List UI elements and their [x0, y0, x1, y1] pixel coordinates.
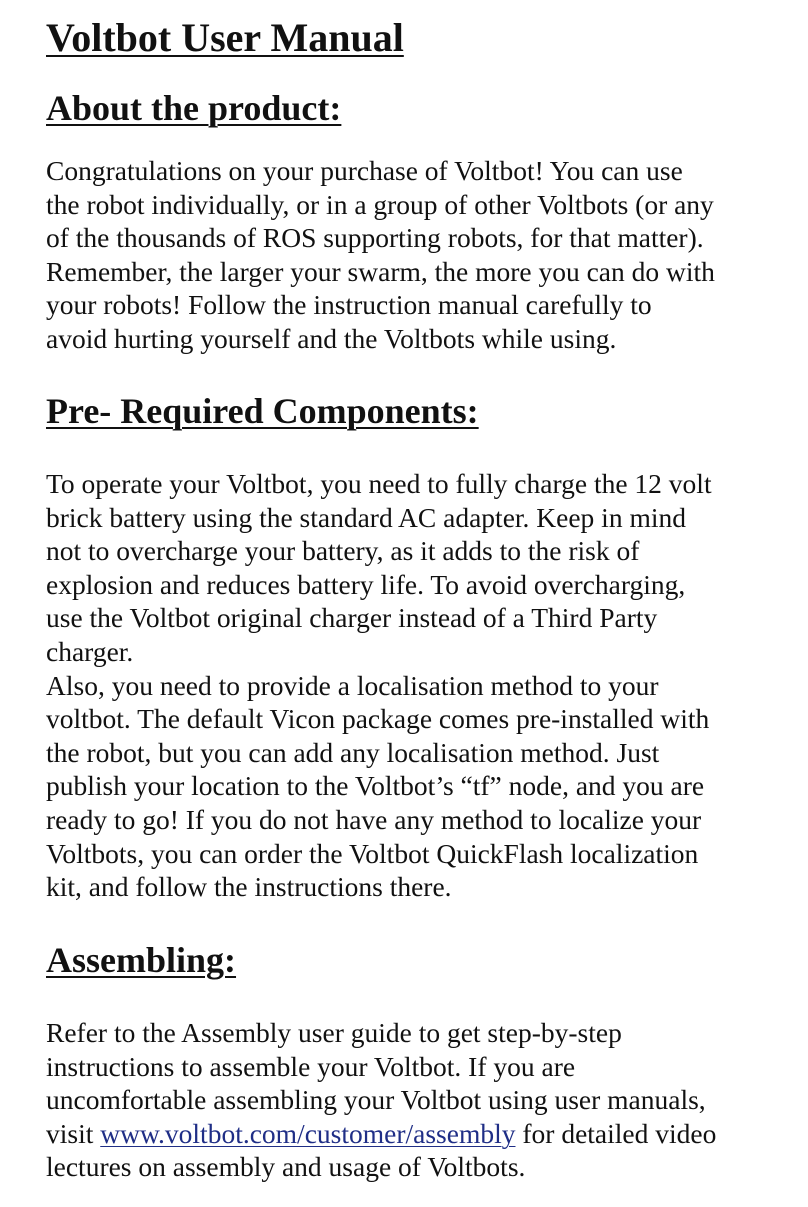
- text-line: of the thousands of ROS supporting robots, for that matter).: [46, 222, 704, 254]
- text-line: Congratulations on your purchase of Voltbot! You can use: [46, 155, 683, 186]
- text-line: your robots! Follow the instruction manual carefully to: [46, 289, 652, 321]
- text-line: the robot individually, or in a group of other Voltbots (or any: [46, 188, 714, 220]
- section-body-assembling: [46, 1016, 776, 1184]
- text-line: explosion and reduces battery life. To avoid overcharging,: [46, 568, 686, 600]
- section-body-components: [46, 467, 776, 904]
- text-line: lectures on assembly and usage of Voltbots.: [46, 1151, 526, 1183]
- link-suffix: for detailed video: [515, 1117, 717, 1149]
- document-title: Voltbot User Manual: [46, 15, 404, 60]
- text-line: not to overcharge your battery, as it adds to the risk of: [46, 535, 640, 567]
- text-line: publish your location to the Voltbot’s “tf” node, and you are: [46, 770, 705, 802]
- section-heading-components: Pre- Required Components:: [46, 391, 479, 431]
- section-heading-assembling: Assembling:: [46, 940, 237, 980]
- text-line: Refer to the Assembly user guide to get step-by-step: [46, 1017, 622, 1048]
- assembly-guide-link[interactable]: www.voltbot.com/customer/assembly: [100, 1117, 516, 1149]
- link-prefix: visit: [46, 1117, 101, 1149]
- text-line: brick battery using the standard AC adapter. Keep in mind: [46, 501, 686, 533]
- text-line: the robot, but you can add any localisation method. Just: [46, 736, 660, 768]
- section-heading-about: About the product:: [46, 88, 342, 128]
- text-line: voltbot. The default Vicon package comes pre-installed with: [46, 703, 710, 735]
- text-line: ready to go! If you do not have any method to localize your: [46, 803, 702, 835]
- section-body-about: [46, 154, 776, 356]
- text-line: kit, and follow the instructions there.: [46, 871, 452, 903]
- text-line: instructions to assemble your Voltbot. If you are: [46, 1050, 576, 1082]
- text-line-with-link: [46, 1117, 776, 1151]
- text-line: Also, you need to provide a localisation method to your: [46, 669, 659, 701]
- text-line: charger.: [46, 635, 134, 667]
- text-line: uncomfortable assembling your Voltbot using user manuals,: [46, 1084, 706, 1116]
- text-line: Voltbots, you can order the Voltbot QuickFlash localization: [46, 837, 699, 869]
- text-line: avoid hurting yourself and the Voltbots while using.: [46, 322, 617, 354]
- text-line: Remember, the larger your swarm, the more you can do with: [46, 255, 715, 287]
- text-line: To operate your Voltbot, you need to fully charge the 12 volt: [46, 468, 712, 499]
- text-line: use the Voltbot original charger instead of a Third Party: [46, 602, 658, 634]
